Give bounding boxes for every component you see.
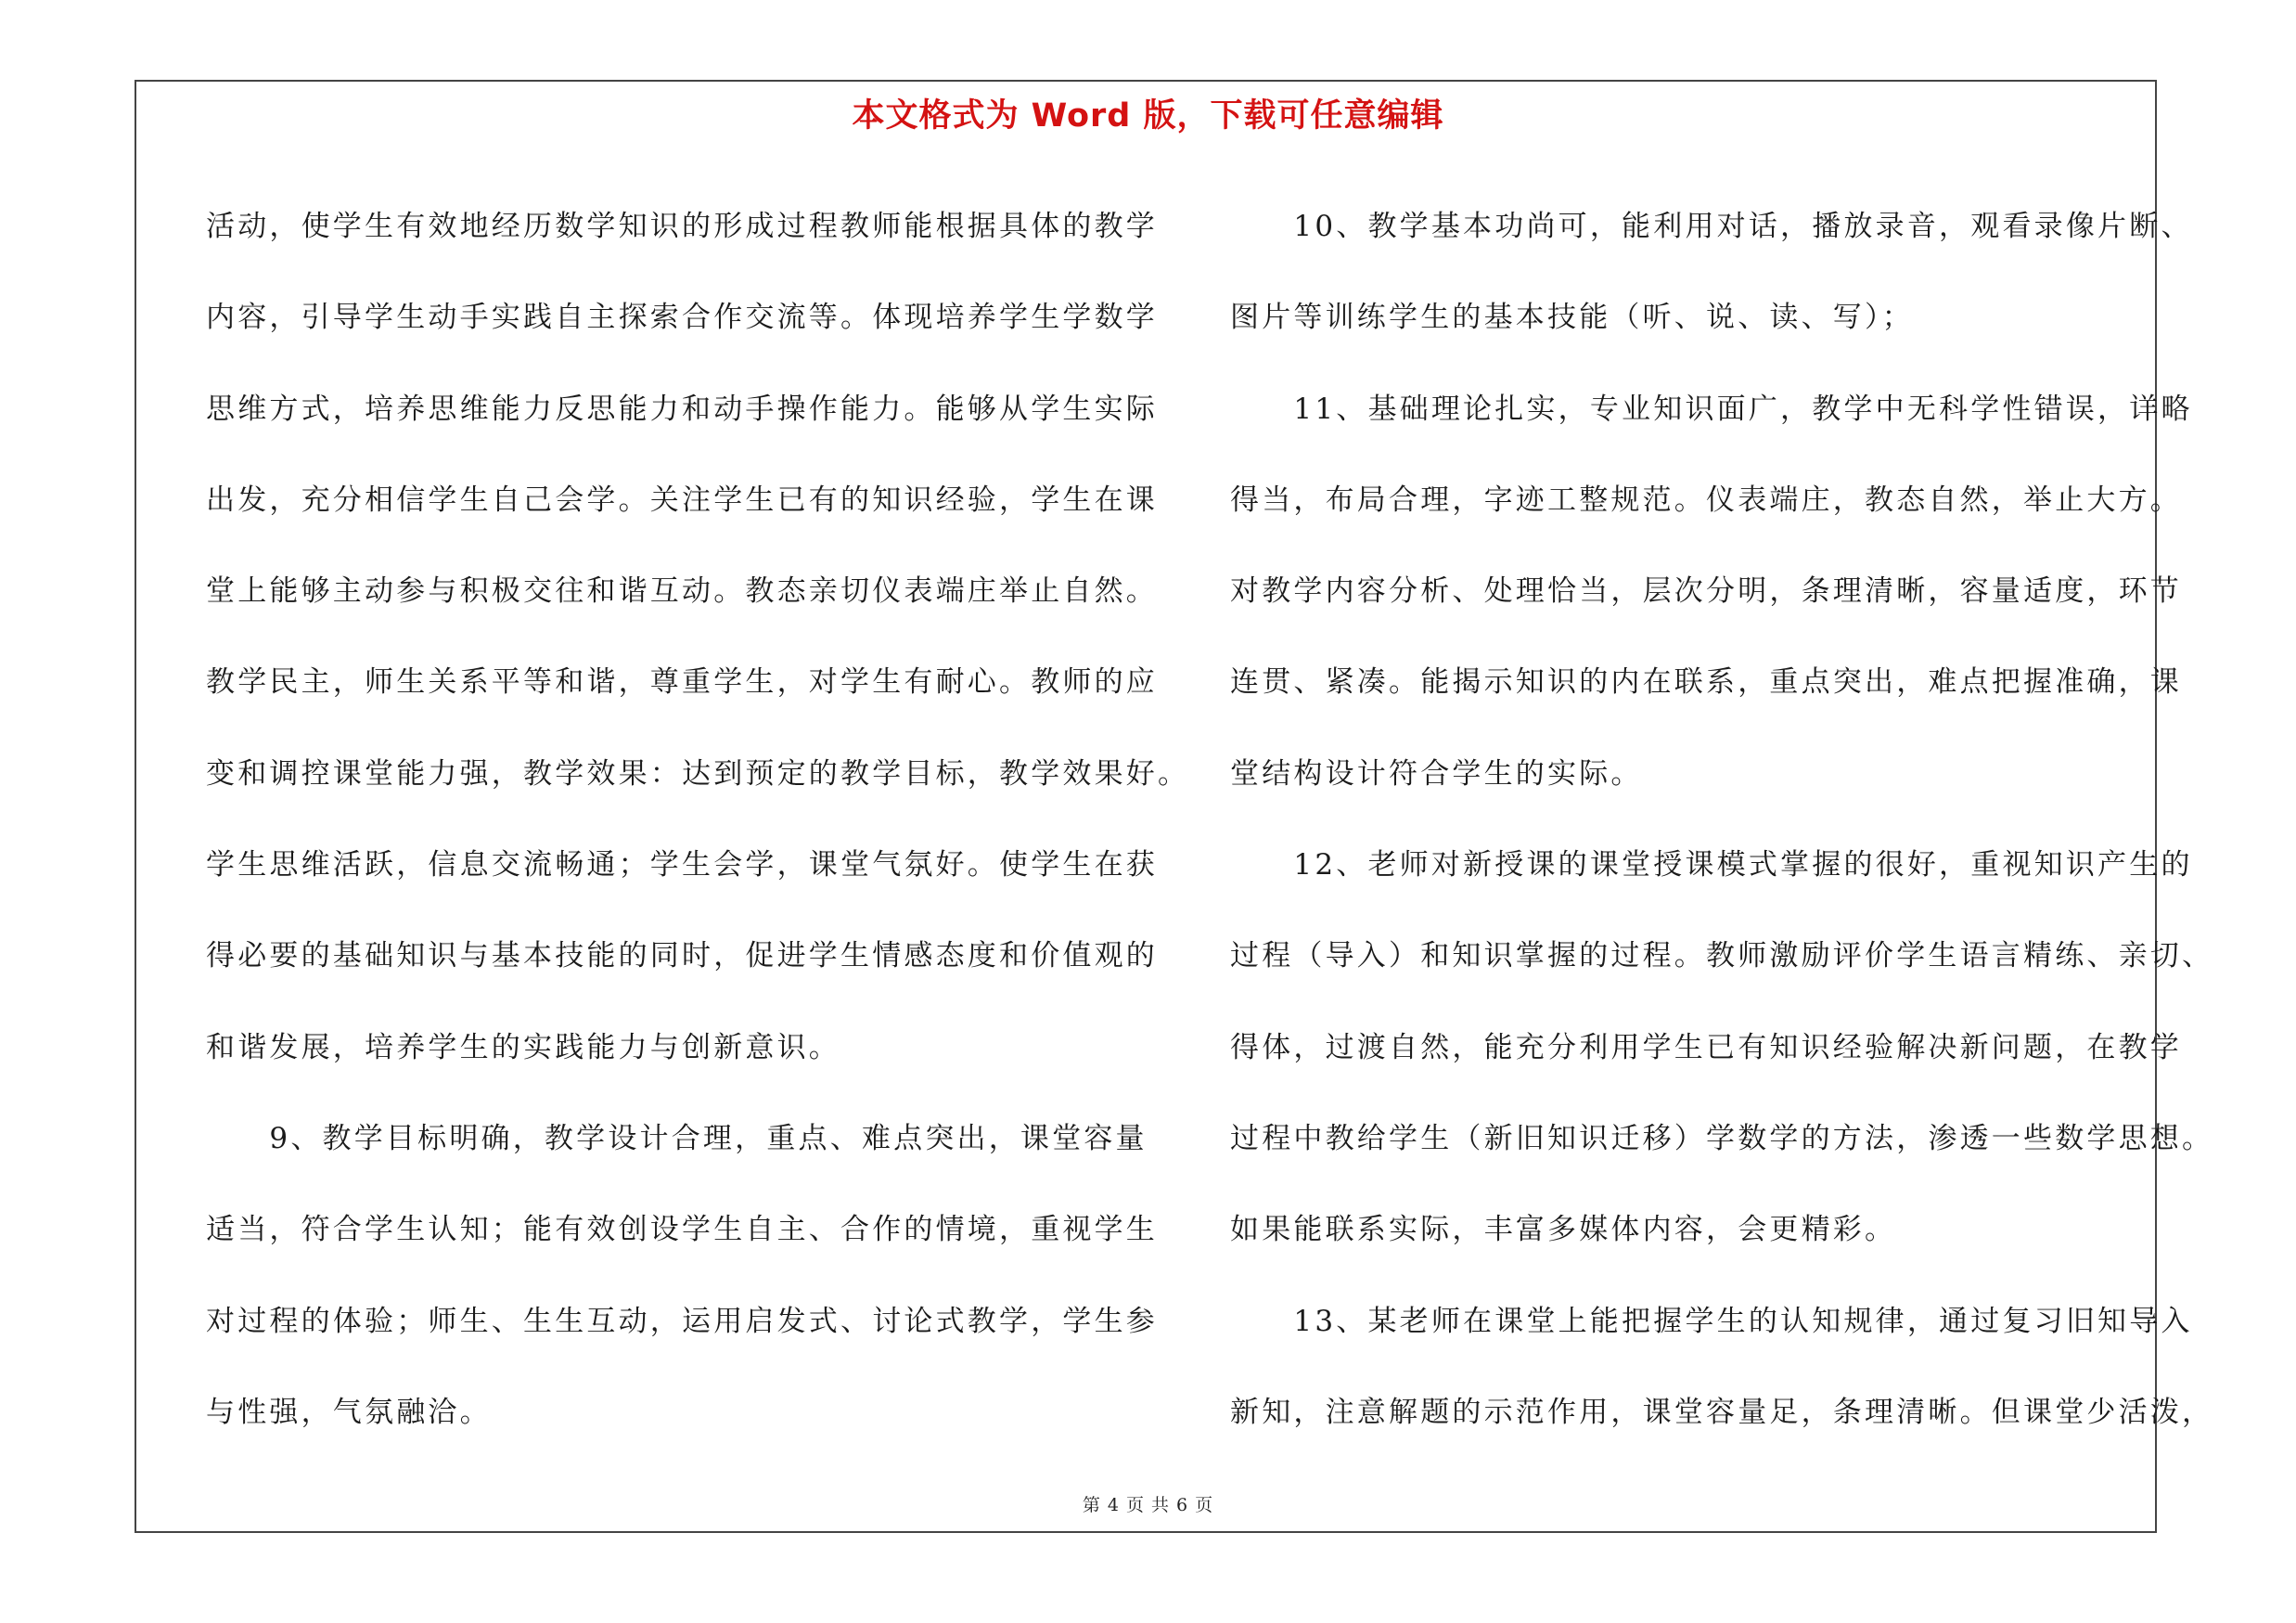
text-line: 9、教学目标明确，教学设计合理，重点、难点突出，课堂容量 <box>206 1121 1148 1155</box>
text-line: 过程（导入）和知识掌握的过程。教师激励评价学生语言精练、亲切、 <box>1230 939 2214 973</box>
text-line: 和谐发展，培养学生的实践能力与创新意识。 <box>206 1030 840 1064</box>
text-line: 对过程的体验；师生、生生互动，运用启发式、讨论式教学，学生参 <box>206 1304 1158 1338</box>
text-line: 教学民主，师生关系平等和谐，尊重学生，对学生有耐心。教师的应 <box>206 665 1158 700</box>
text-line: 12、老师对新授课的课堂授课模式掌握的很好，重视知识产生的 <box>1230 848 2193 882</box>
text-line: 过程中教给学生（新旧知识迁移）学数学的方法，渗透一些数学思想。 <box>1230 1121 2214 1155</box>
text-line: 图片等训练学生的基本技能（听、说、读、写）； <box>1230 301 1914 335</box>
text-line: 堂结构设计符合学生的实际。 <box>1230 756 1643 791</box>
text-line: 出发，充分相信学生自己会学。关注学生已有的知识经验，学生在课 <box>206 483 1158 517</box>
left-text-column <box>206 181 1190 1458</box>
text-line: 堂上能够主动参与积极交往和谐互动。教态亲切仪表端庄举止自然。 <box>206 574 1158 609</box>
text-line: 新知，注意解题的示范作用，课堂容量足，条理清晰。但课堂少活泼， <box>1230 1395 2214 1429</box>
text-line: 变和调控课堂能力强，教学效果：达到预定的教学目标，教学效果好。 <box>206 756 1190 791</box>
text-line: 得当，布局合理，字迹工整规范。仪表端庄，教态自然，举止大方。 <box>1230 483 2182 517</box>
text-line: 得体，过渡自然，能充分利用学生已有知识经验解决新问题，在教学 <box>1230 1030 2182 1064</box>
right-text-column <box>1230 181 2214 1458</box>
text-line: 10、教学基本功尚可，能利用对话，播放录音，观看录像片断、 <box>1230 210 2193 243</box>
word-format-banner: 本文格式为 Word 版，下载可任意编辑 <box>852 97 1444 135</box>
text-line: 得必要的基础知识与基本技能的同时，促进学生情感态度和价值观的 <box>206 939 1158 973</box>
text-line: 活动，使学生有效地经历数学知识的形成过程教师能根据具体的教学 <box>206 210 1158 243</box>
text-line: 如果能联系实际，丰富多媒体内容，会更精彩。 <box>1230 1213 1897 1247</box>
text-line: 13、某老师在课堂上能把握学生的认知规律，通过复习旧知导入 <box>1230 1304 2193 1338</box>
text-line: 学生思维活跃，信息交流畅通；学生会学，课堂气氛好。使学生在获 <box>206 848 1158 882</box>
page-number-footer: 第 4 页 共 6 页 <box>1082 1495 1214 1515</box>
text-line: 内容，引导学生动手实践自主探索合作交流等。体现培养学生学数学 <box>206 301 1158 335</box>
text-line: 11、基础理论扎实，专业知识面广，教学中无科学性错误，详略 <box>1230 392 2193 426</box>
text-line: 对教学内容分析、处理恰当，层次分明，条理清晰，容量适度，环节 <box>1230 574 2182 609</box>
text-line: 适当，符合学生认知；能有效创设学生自主、合作的情境，重视学生 <box>206 1213 1158 1247</box>
text-line: 思维方式，培养思维能力反思能力和动手操作能力。能够从学生实际 <box>206 392 1158 426</box>
text-line: 与性强，气氛融洽。 <box>206 1395 492 1429</box>
text-line: 连贯、紧凑。能揭示知识的内在联系，重点突出，难点把握准确，课 <box>1230 665 2182 700</box>
